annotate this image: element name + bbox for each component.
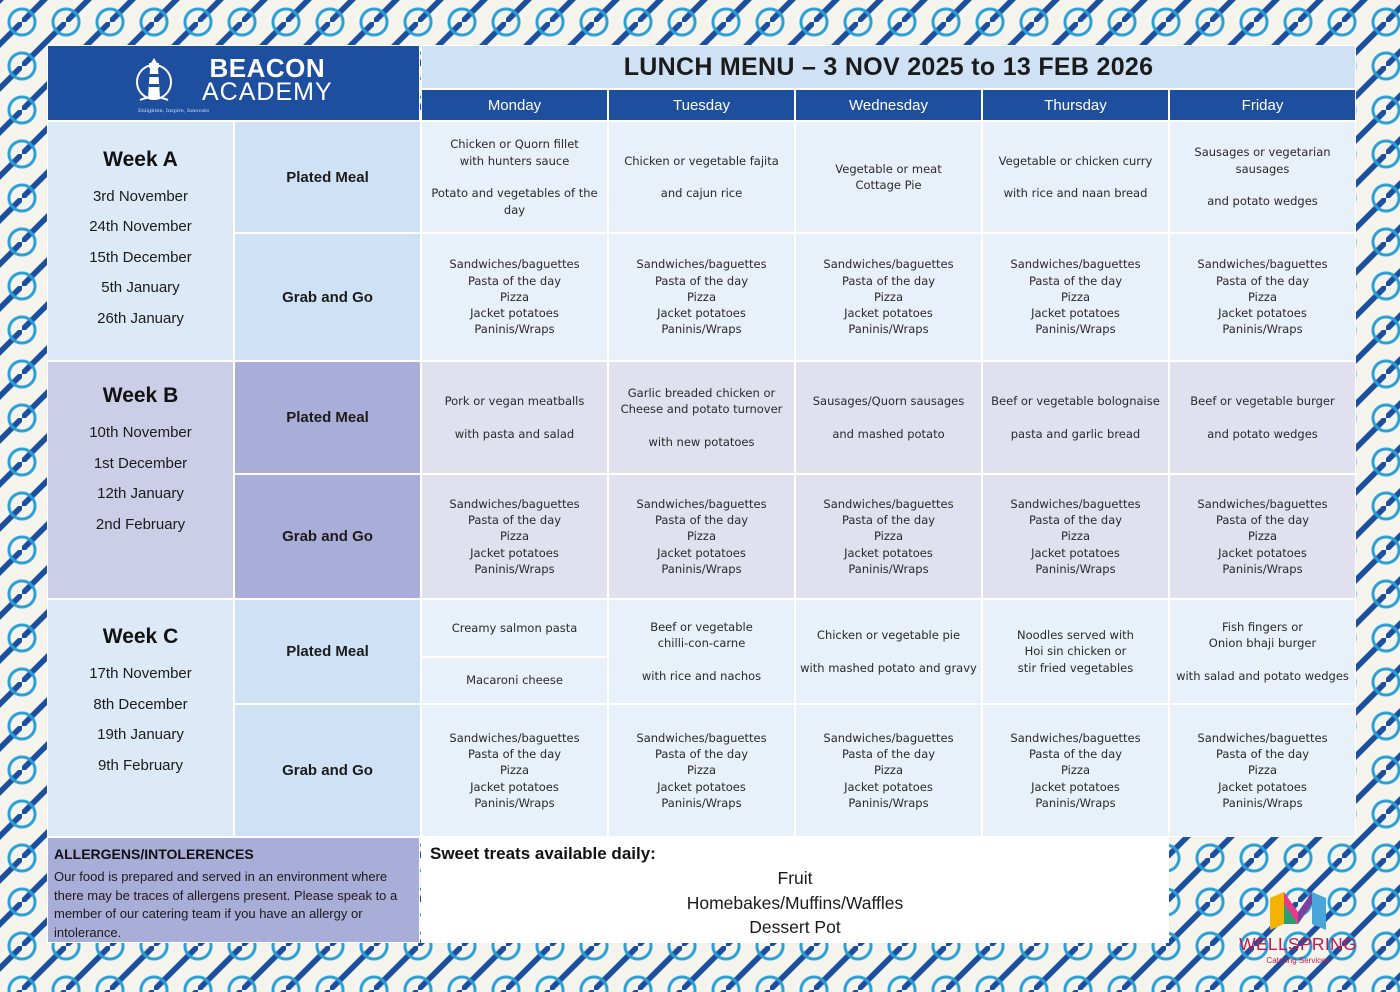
- meal-line: chilli-con-carne: [657, 636, 746, 651]
- meal-line: and potato wedges: [1207, 194, 1318, 209]
- meal-cell: [982, 121, 1169, 233]
- grab-cell: [608, 704, 795, 837]
- meal-line: Beef or vegetable bolognaise: [991, 394, 1160, 408]
- grab-item: Pasta of the day: [841, 513, 936, 528]
- meal-line: with hunters sauce: [459, 153, 570, 168]
- grab-item: Sandwiches/baguettes: [636, 730, 767, 745]
- grab-item: Pizza: [874, 529, 903, 544]
- meal-cell: [608, 121, 795, 233]
- meal-line: Vegetable or chicken curry: [998, 153, 1153, 168]
- meal-line: Creamy salmon pasta: [451, 620, 578, 635]
- grab-item: Paninis/Wraps: [474, 561, 555, 576]
- grab-item: Jacket potatoes: [657, 779, 746, 794]
- meal-cell: [982, 361, 1169, 474]
- grab-item: Sandwiches/baguettes: [636, 257, 767, 272]
- grab-item: Pizza: [1248, 529, 1277, 544]
- day-header-tuesday: Tuesday: [608, 89, 795, 121]
- day-header-friday: Friday: [1169, 89, 1356, 121]
- grab-item: Sandwiches/baguettes: [1010, 257, 1141, 272]
- week-date: 10th November: [89, 424, 192, 441]
- grab-item: Paninis/Wraps: [1222, 795, 1303, 810]
- meal-line: and potato wedges: [1207, 426, 1318, 441]
- week-date: 24th November: [89, 218, 192, 236]
- meal-cell: [421, 361, 608, 474]
- sweet-item: Dessert Pot: [749, 917, 841, 937]
- meal-line: Sausages/Quorn sausages: [812, 394, 965, 408]
- week-date: 12th January: [97, 485, 184, 502]
- meal-cell: [421, 657, 608, 704]
- grab-item: Pasta of the day: [467, 273, 562, 288]
- grab-item: Jacket potatoes: [844, 306, 933, 321]
- week-date: 19th January: [97, 726, 184, 743]
- week-title: Week A: [103, 147, 178, 171]
- week-c-block: [47, 599, 234, 837]
- meal-cell: [795, 599, 982, 704]
- grab-item: Pizza: [1248, 289, 1277, 304]
- grab-cell: [795, 704, 982, 837]
- row-label-plated: Plated Meal: [234, 599, 421, 704]
- grab-item: Jacket potatoes: [470, 306, 559, 321]
- meal-line: Sausages or vegetarian sausages: [1194, 145, 1331, 176]
- grab-item: Pasta of the day: [1215, 273, 1310, 288]
- row-label-plated: Plated Meal: [234, 361, 421, 474]
- page-title: LUNCH MENU – 3 NOV 2025 to 13 FEB 2026: [623, 52, 1154, 81]
- grab-item: Pizza: [874, 763, 903, 778]
- meal-cell: [795, 361, 982, 474]
- week-date: 15th December: [89, 248, 192, 266]
- caterer-name: WELLSPRING: [1239, 934, 1357, 954]
- meal-line: Garlic breaded chicken or: [627, 385, 776, 400]
- meal-cell: [608, 361, 795, 474]
- meal-line: Beef or vegetable burger: [1190, 394, 1335, 408]
- brand-tagline: Enlighten, Inspire, Innovate: [138, 108, 210, 114]
- grab-cell: [421, 704, 608, 837]
- week-title: Week B: [102, 384, 179, 407]
- week-date: 3rd November: [92, 187, 189, 205]
- grab-cell: [421, 474, 608, 599]
- grab-item: Pizza: [1061, 289, 1090, 304]
- grab-cell: [1169, 233, 1356, 361]
- meal-cell: [795, 121, 982, 233]
- week-date: 8th December: [93, 695, 188, 713]
- grab-item: Pizza: [687, 763, 716, 778]
- grab-item: Jacket potatoes: [1031, 306, 1120, 321]
- grab-item: Sandwiches/baguettes: [823, 257, 954, 272]
- row-label-grab: Grab and Go: [234, 704, 421, 837]
- meal-line: Chicken or Quorn fillet: [450, 137, 579, 151]
- meal-line: Cheese and potato turnover: [620, 402, 783, 417]
- grab-item: Sandwiches/baguettes: [823, 730, 954, 745]
- meal-line: Noodles served with: [1017, 627, 1134, 642]
- grab-item: Pizza: [874, 289, 903, 304]
- grab-item: Pasta of the day: [467, 747, 562, 762]
- meal-line: with pasta and salad: [454, 426, 575, 441]
- meal-cell: [1169, 599, 1356, 704]
- brand-line1: BEACON: [209, 53, 326, 83]
- grab-cell: [1169, 704, 1356, 837]
- grab-item: Sandwiches/baguettes: [1197, 730, 1328, 745]
- grab-item: Pizza: [687, 289, 716, 304]
- day-header-thursday: Thursday: [982, 89, 1169, 121]
- grab-item: Jacket potatoes: [1218, 306, 1307, 321]
- meal-line: Chicken or vegetable pie: [816, 628, 961, 642]
- grab-item: Pizza: [500, 763, 529, 778]
- grab-item: Paninis/Wraps: [848, 795, 929, 810]
- grab-item: Pizza: [1061, 763, 1090, 778]
- grab-item: Pasta of the day: [841, 273, 936, 288]
- meal-cell: [1169, 361, 1356, 474]
- grab-item: Paninis/Wraps: [1222, 561, 1303, 576]
- grab-item: Pasta of the day: [467, 513, 562, 528]
- meal-line: Hoi sin chicken or: [1024, 644, 1127, 659]
- grab-item: Paninis/Wraps: [1222, 322, 1303, 337]
- row-label-grab: Grab and Go: [234, 233, 421, 361]
- grab-item: Jacket potatoes: [470, 545, 559, 560]
- grab-item: Sandwiches/baguettes: [449, 730, 580, 745]
- week-date: 2nd February: [95, 515, 186, 533]
- grab-item: Pasta of the day: [1028, 513, 1123, 528]
- grab-cell: [795, 233, 982, 361]
- sweet-title: Sweet treats available daily:: [430, 844, 656, 863]
- grab-cell: [982, 704, 1169, 837]
- week-title: Week C: [102, 625, 179, 648]
- grab-item: Paninis/Wraps: [661, 795, 742, 810]
- grab-cell: [608, 233, 795, 361]
- week-date: 9th February: [97, 756, 184, 774]
- grab-item: Paninis/Wraps: [848, 322, 929, 337]
- grab-cell: [421, 233, 608, 361]
- meal-line: with rice and naan bread: [1003, 186, 1148, 200]
- meal-line: Macaroni cheese: [466, 673, 563, 688]
- week-date: 26th January: [97, 309, 184, 327]
- grab-item: Pasta of the day: [654, 747, 749, 762]
- grab-cell: [982, 474, 1169, 599]
- week-date: 5th January: [101, 279, 180, 297]
- grab-item: Jacket potatoes: [844, 779, 933, 794]
- meal-cell: [1169, 121, 1356, 233]
- grab-item: Pizza: [500, 289, 529, 304]
- meal-line: with salad and potato wedges: [1176, 668, 1349, 683]
- meal-line: Onion bhaji burger: [1208, 636, 1317, 651]
- meal-cell: [982, 599, 1169, 704]
- menu-title-banner: [421, 45, 1356, 89]
- grab-item: Jacket potatoes: [844, 545, 933, 560]
- grab-item: Paninis/Wraps: [474, 322, 555, 337]
- week-a-block: [47, 121, 234, 361]
- row-label-plated: Plated Meal: [234, 121, 421, 233]
- grab-item: Pasta of the day: [1215, 747, 1310, 762]
- day-header-wednesday: Wednesday: [795, 89, 982, 121]
- sweet-item: Fruit: [777, 868, 813, 888]
- grab-item: Sandwiches/baguettes: [636, 496, 767, 511]
- meal-cell: [421, 599, 608, 657]
- meal-line: with new potatoes: [648, 434, 755, 449]
- meal-line: Fish fingers or: [1222, 619, 1303, 634]
- week-b-block: [47, 361, 234, 599]
- grab-item: Pasta of the day: [654, 513, 749, 528]
- grab-cell: [795, 474, 982, 599]
- meal-line: and cajun rice: [660, 186, 743, 200]
- grab-item: Paninis/Wraps: [474, 795, 555, 810]
- meal-line: and mashed potato: [832, 426, 945, 441]
- meal-line: Chicken or vegetable fajita: [624, 153, 779, 168]
- brand-line2: ACADEMY: [202, 78, 333, 106]
- grab-item: Pasta of the day: [1028, 747, 1123, 762]
- grab-item: Paninis/Wraps: [661, 322, 742, 337]
- grab-cell: [1169, 474, 1356, 599]
- meal-line: pasta and garlic bread: [1010, 426, 1141, 441]
- sweet-treats-box: [421, 837, 1169, 943]
- grab-item: Jacket potatoes: [1218, 545, 1307, 560]
- day-header-monday: Monday: [421, 89, 608, 121]
- grab-item: Sandwiches/baguettes: [449, 496, 580, 511]
- meal-line: with rice and nachos: [641, 668, 762, 683]
- grab-item: Jacket potatoes: [657, 545, 746, 560]
- grab-item: Sandwiches/baguettes: [449, 257, 580, 272]
- grab-item: Sandwiches/baguettes: [823, 496, 954, 511]
- week-date: 1st December: [93, 454, 188, 472]
- grab-item: Pizza: [1061, 529, 1090, 544]
- grab-item: Sandwiches/baguettes: [1197, 496, 1328, 511]
- lighthouse-icon: [136, 52, 172, 112]
- grab-item: Pizza: [1248, 763, 1277, 778]
- meal-cell: [421, 121, 608, 233]
- row-label-grab: Grab and Go: [234, 474, 421, 599]
- grab-item: Pizza: [687, 529, 716, 544]
- meal-line: with mashed potato and gravy: [800, 660, 977, 675]
- meal-line: Potato and vegetables of the day: [431, 186, 598, 217]
- grab-item: Sandwiches/baguettes: [1197, 257, 1328, 272]
- grab-item: Pasta of the day: [841, 747, 936, 762]
- menu-sheet: [47, 45, 1356, 943]
- grab-item: Jacket potatoes: [470, 779, 559, 794]
- grab-item: Sandwiches/baguettes: [1010, 730, 1141, 745]
- grab-item: Pizza: [500, 529, 529, 544]
- meal-line: stir fried vegetables: [1017, 660, 1134, 675]
- grab-item: Paninis/Wraps: [661, 561, 742, 576]
- grab-item: Jacket potatoes: [1218, 779, 1307, 794]
- grab-cell: [982, 233, 1169, 361]
- allergen-notice: [47, 837, 420, 943]
- wellspring-logo: [1228, 888, 1368, 970]
- meal-line: Cottage Pie: [855, 178, 922, 192]
- school-logo: [47, 45, 420, 121]
- grab-item: Jacket potatoes: [1031, 779, 1120, 794]
- grab-item: Sandwiches/baguettes: [1010, 496, 1141, 511]
- grab-item: Paninis/Wraps: [1035, 795, 1116, 810]
- meal-line: Beef or vegetable: [650, 619, 753, 634]
- grab-item: Pasta of the day: [654, 273, 749, 288]
- grab-item: Pasta of the day: [1028, 273, 1123, 288]
- wellspring-mark-icon: [1270, 892, 1326, 930]
- week-date: 17th November: [89, 665, 192, 682]
- grab-item: Paninis/Wraps: [1035, 322, 1116, 337]
- sweet-item: Homebakes/Muffins/Waffles: [686, 892, 904, 913]
- allergen-title: ALLERGENS/INTOLERENCES: [54, 846, 254, 862]
- allergen-text: Our food is prepared and served in an environment where there may be traces of allergens present. Please speak to a member of our catering team if you have an allergy or intolerance.: [54, 869, 398, 940]
- grab-item: Jacket potatoes: [1031, 545, 1120, 560]
- caterer-sub: Catering Services: [1266, 956, 1330, 965]
- meal-line: Vegetable or meat: [835, 161, 942, 176]
- grab-item: Paninis/Wraps: [848, 561, 929, 576]
- meal-line: Pork or vegan meatballs: [444, 394, 585, 408]
- grab-item: Paninis/Wraps: [1035, 561, 1116, 576]
- grab-item: Jacket potatoes: [657, 306, 746, 321]
- meal-cell: [608, 599, 795, 704]
- grab-item: Pasta of the day: [1215, 513, 1310, 528]
- grab-cell: [608, 474, 795, 599]
